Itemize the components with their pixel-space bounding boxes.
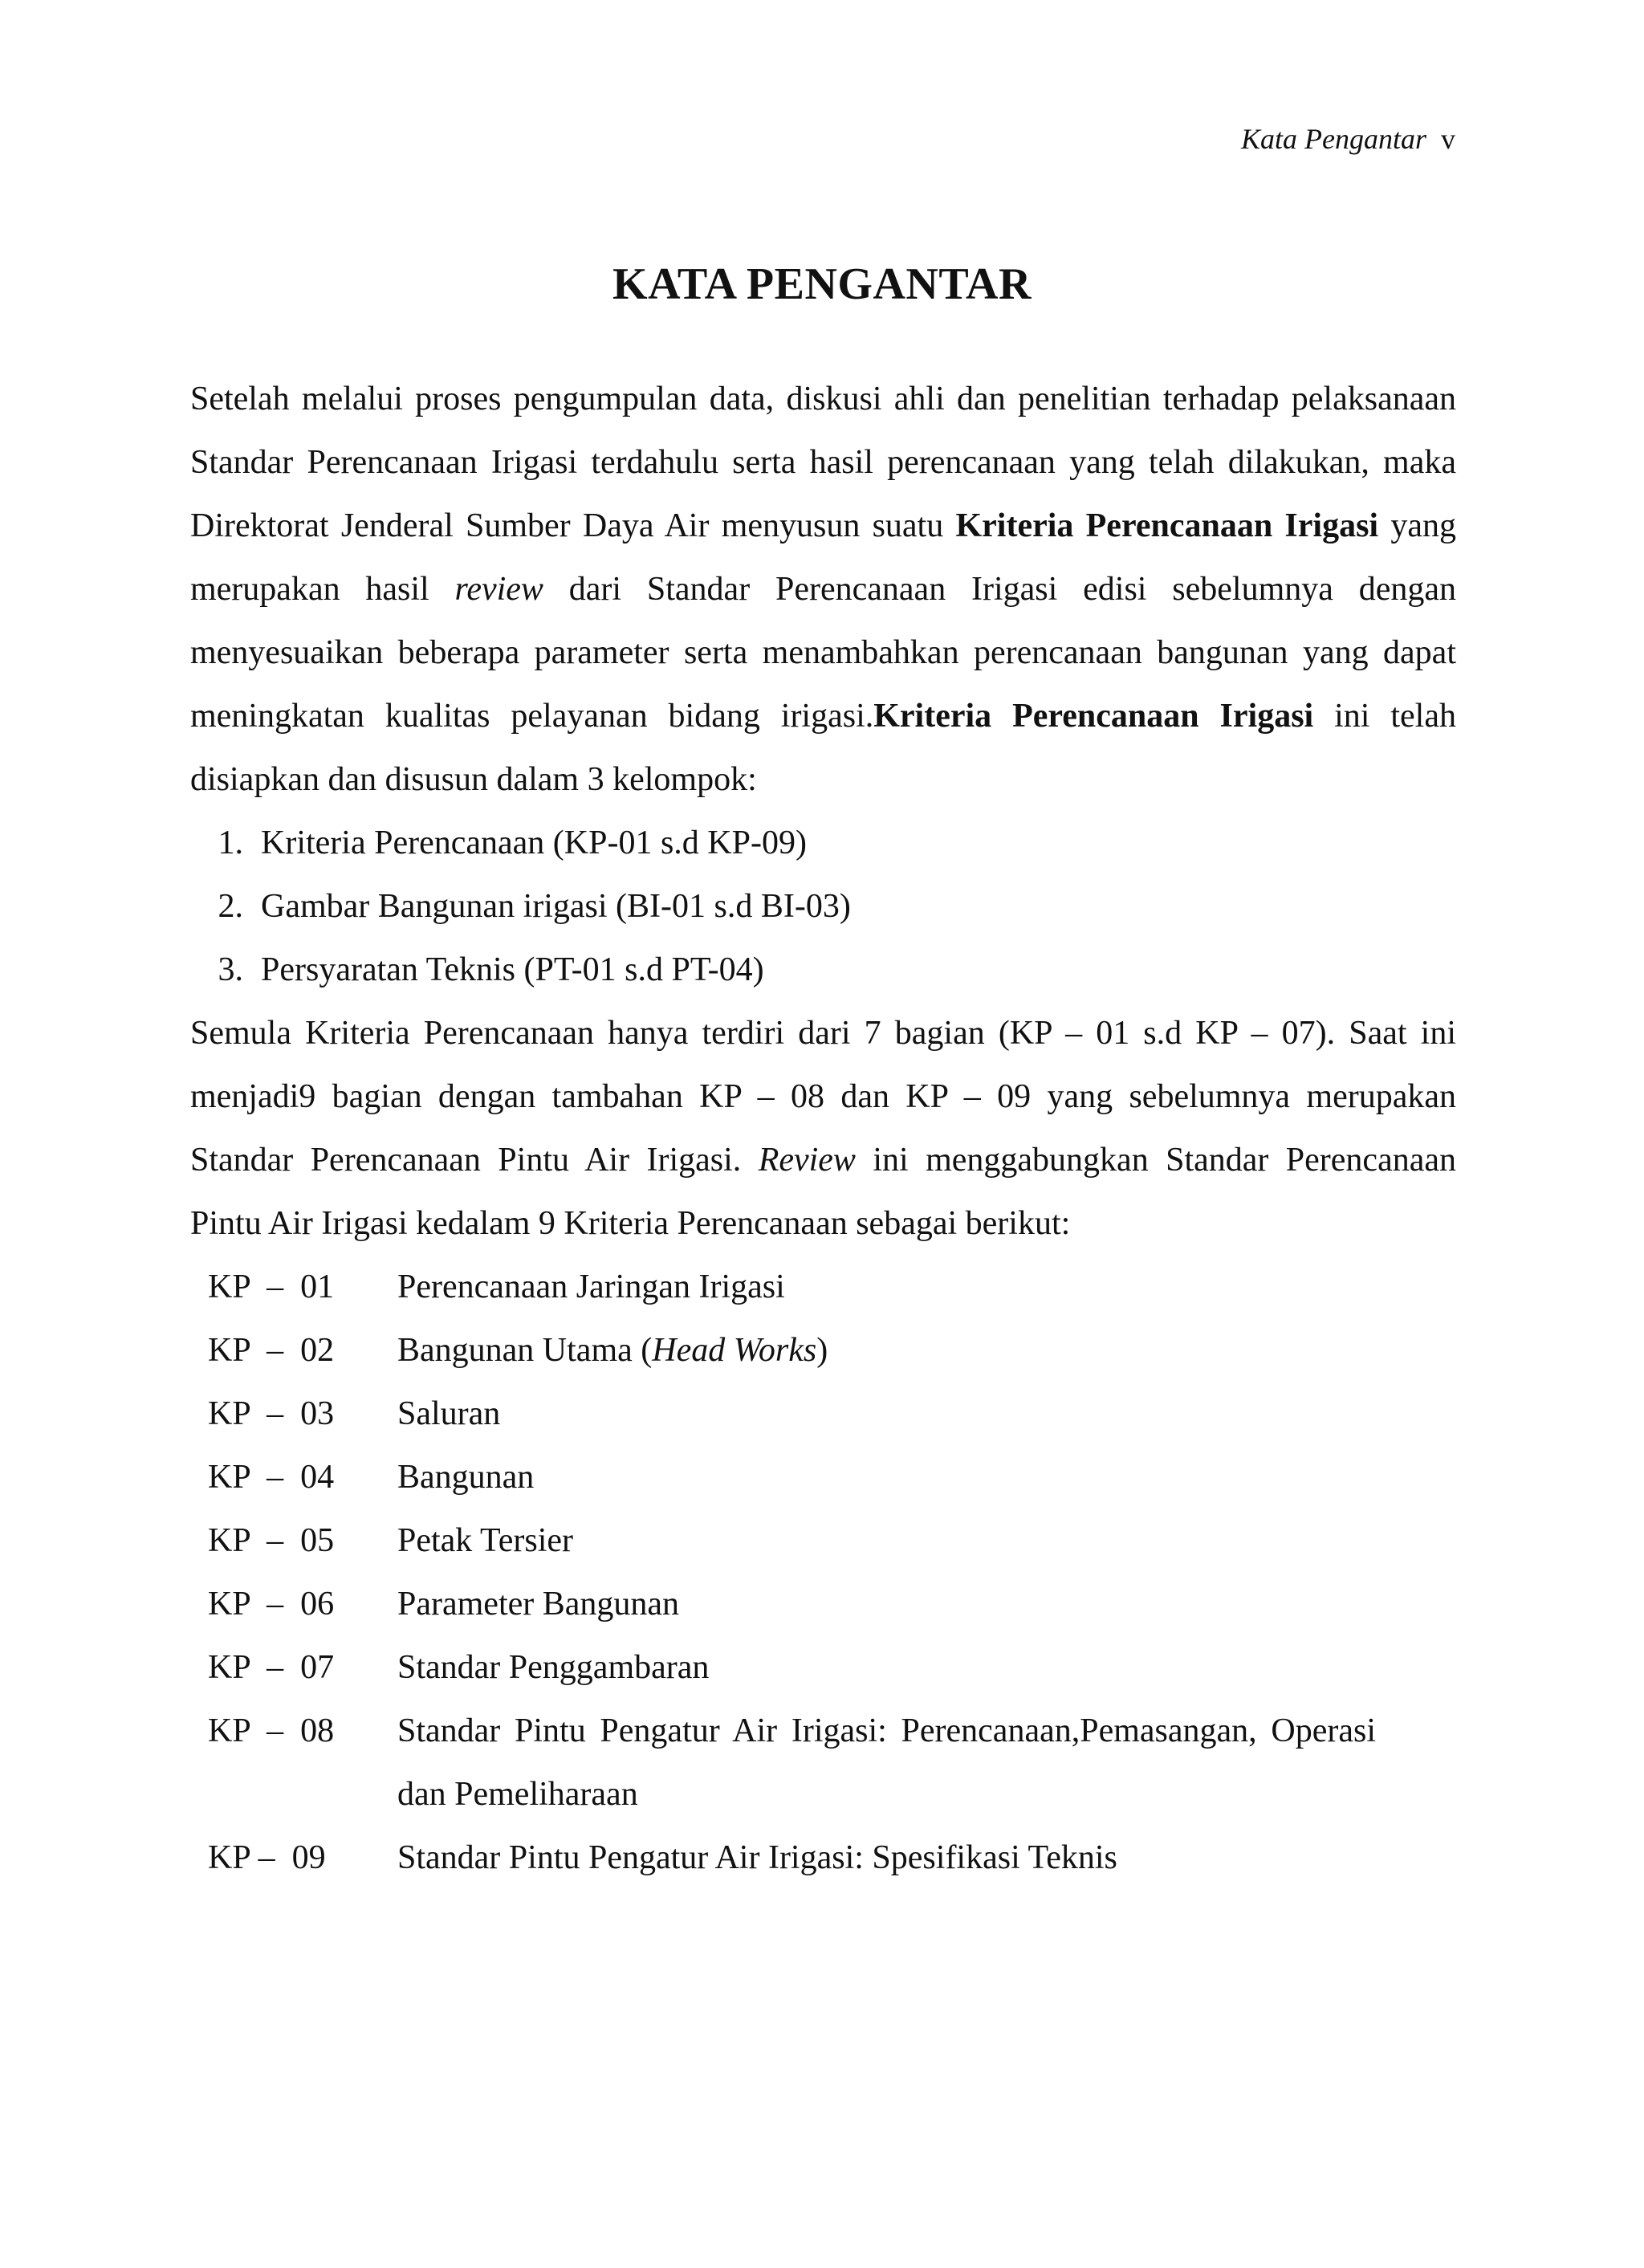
kp-code: KP – 01 <box>208 1268 335 1305</box>
group-text: Persyaratan Teknis (PT-01 s.d PT-04) <box>261 951 764 988</box>
kp-title: Standar Penggambaran <box>397 1649 710 1686</box>
kp-item <box>190 1509 1456 1573</box>
kp-title-pre: Bangunan Utama ( <box>397 1332 653 1369</box>
kp-list <box>190 1256 1456 1890</box>
intro-text-3: dari Standar Perencanaan Irigasi edisi sebelumnya dengan menyesuaikan beberapa parameter serta menambahkan perencanaan bangunan yang dapat meningkatan kualitas pelayanan bidang irigasi. <box>190 571 1456 735</box>
kp-title: Saluran <box>397 1395 501 1432</box>
group-number: 2. <box>218 888 243 925</box>
kp-item <box>190 1636 1456 1700</box>
group-number: 1. <box>218 825 243 861</box>
group-item <box>190 875 1456 939</box>
kp-code: KP – 05 <box>208 1522 335 1559</box>
kp-item <box>190 1573 1456 1636</box>
group-item <box>190 939 1456 1002</box>
kp-item <box>190 1826 1456 1890</box>
kp-title: Parameter Bangunan <box>397 1586 680 1623</box>
header-section-title: Kata Pengantar <box>1241 123 1426 155</box>
group-list <box>190 812 1456 1002</box>
intro-text-4: ini telah disiapkan dan disusun dalam 3 kelompok: <box>190 698 1456 798</box>
kp-title: Bangunan <box>397 1459 535 1496</box>
running-header <box>1241 122 1455 156</box>
kp-title <box>397 1319 1456 1382</box>
kp-title: Perencanaan Jaringan Irigasi <box>397 1268 785 1305</box>
kp-title: Petak Tersier <box>397 1522 574 1559</box>
group-text: Kriteria Perencanaan (KP-01 s.d KP-09) <box>261 825 807 861</box>
second-text-1: Semula Kriteria Perencanaan hanya terdiri dari 7 bagian (KP – 01 s.d KP – 07). Saat ini menjadi9 bagian dengan tambahan KP – 08 dan KP – 09 yang sebelumnya merupakan Standar Perencanaan Pintu Air Irigasi. <box>190 1015 1456 1179</box>
kp-code: KP – 04 <box>208 1459 335 1496</box>
second-italic-review: Review <box>758 1142 856 1179</box>
kp-code: KP – 07 <box>208 1649 335 1686</box>
kp-item <box>190 1700 1456 1826</box>
kp-item <box>190 1319 1456 1382</box>
kp-item <box>190 1256 1456 1319</box>
page-number: v <box>1441 123 1455 155</box>
intro-bold-term-2: Kriteria Perencanaan Irigasi <box>873 698 1314 735</box>
kp-code: KP – 09 <box>208 1839 326 1876</box>
second-paragraph <box>190 1002 1456 1256</box>
kp-code: KP – 06 <box>208 1586 335 1623</box>
kp-title-italic: Head Works <box>652 1332 817 1369</box>
second-text-2: ini menggabungkan Standar Perencanaan Pintu Air Irigasi kedalam 9 Kriteria Perencanaan sebagai berikut: <box>190 1142 1456 1242</box>
group-number: 3. <box>218 951 243 988</box>
document-body <box>190 368 1456 1890</box>
kp-code: KP – 08 <box>208 1712 335 1749</box>
kp-title-post: ) <box>816 1332 828 1369</box>
group-item <box>190 812 1456 875</box>
kp-item <box>190 1382 1456 1446</box>
intro-paragraph <box>190 368 1456 812</box>
kp-code: KP – 03 <box>208 1395 335 1432</box>
intro-bold-term: Kriteria Perencanaan Irigasi <box>955 507 1379 544</box>
kp-title: Standar Pintu Pengatur Air Irigasi: Spesifikasi Teknis <box>397 1839 1117 1876</box>
page-title: KATA PENGANTAR <box>612 259 1032 309</box>
intro-italic-review: review <box>454 571 543 608</box>
kp-code: KP – 02 <box>208 1332 335 1369</box>
intro-text-1: Setelah melalui proses pengumpulan data, diskusi ahli dan penelitian terhadap pelaksanaan Standar Perencanaan Irigasi terdahulu serta hasil perencanaan yang telah dilakukan, maka Direktorat Jenderal Sumber Daya Air menyusun suatu <box>190 381 1456 544</box>
intro-text-2: yang merupakan hasil <box>190 507 1456 608</box>
group-text: Gambar Bangunan irigasi (BI-01 s.d BI-03) <box>261 888 851 925</box>
kp-item <box>190 1446 1456 1509</box>
kp-title: Standar Pintu Pengatur Air Irigasi: Perencanaan,Pemasangan, Operasi dan Pemeliharaan <box>397 1712 1376 1813</box>
